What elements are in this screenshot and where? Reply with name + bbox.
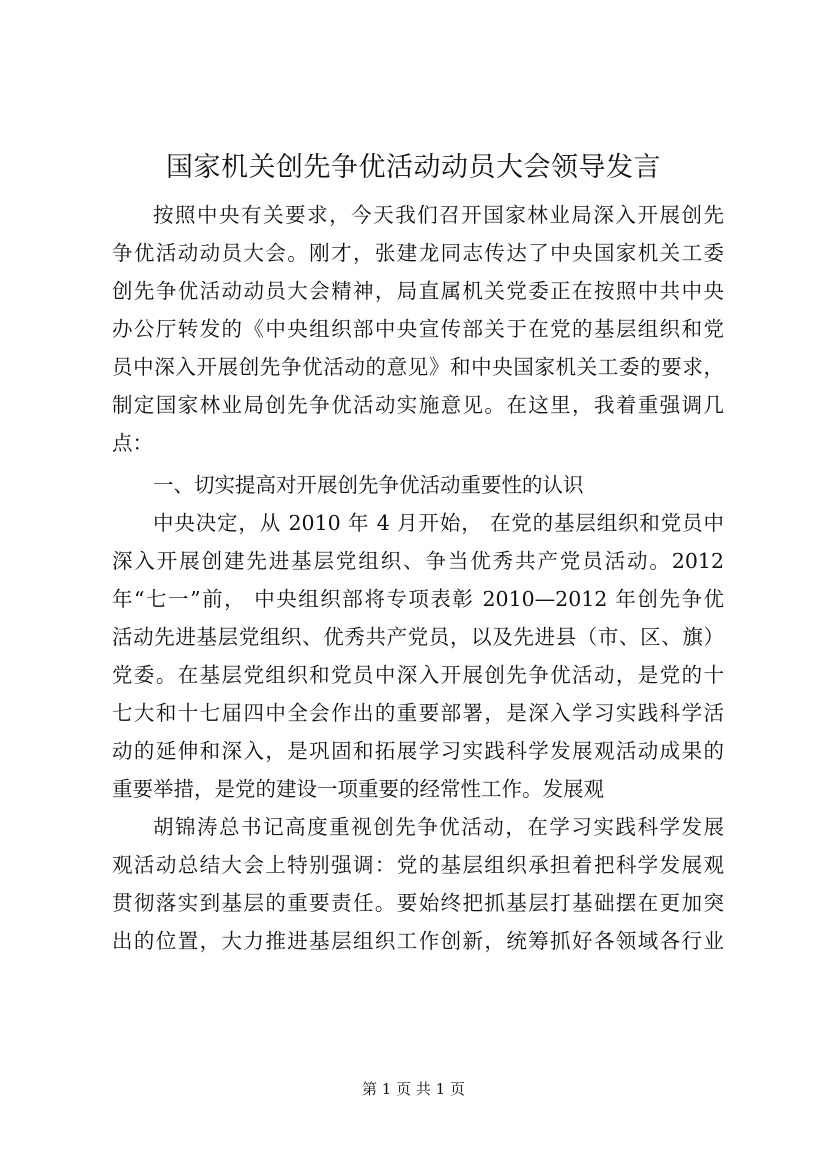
document-title: 国家机关创先争优活动动员大会领导发言 xyxy=(166,152,661,183)
paragraph-2-line-6: 七大和十七届四中全会作出的重要部署，是深入学习实践科学活 xyxy=(112,701,724,725)
paragraph-2-line-7: 动的延伸和深入，是巩固和拓展学习实践科学发展观活动成果的 xyxy=(112,739,724,763)
paragraph-1-line-4: 办公厅转发的《中央组织部中央宣传部关于在党的基层组织和党 xyxy=(112,317,724,341)
paragraph-2-line-5: 党委。在基层党组织和党员中深入开展创先争优活动，是党的十 xyxy=(112,663,724,687)
paragraph-1-line-5: 员中深入开展创先争优活动的意见》和中央国家机关工委的要求， xyxy=(112,355,724,379)
paragraph-2-line-3: 年“七一”前， 中央组织部将专项表彰 2010—2012 年创先争优 xyxy=(112,587,724,611)
page-footer: 第 1 页 共 1 页 xyxy=(362,1080,465,1098)
paragraph-3-line-1: 胡锦涛总书记高度重视创先争优活动，在学习实践科学发展 xyxy=(153,815,724,839)
paragraph-3-line-3: 贯彻落实到基层的重要责任。要始终把抓基层打基础摆在更加突 xyxy=(112,891,724,915)
paragraph-1-line-3: 创先争优活动动员大会精神，局直属机关党委正在按照中共中央 xyxy=(112,279,724,303)
paragraph-1-line-2: 争优活动动员大会。刚才，张建龙同志传达了中央国家机关工委 xyxy=(112,241,724,265)
paragraph-2-line-2: 深入开展创建先进基层党组织、争当优秀共产党员活动。2012 xyxy=(112,549,724,573)
paragraph-1-line-7: 点： xyxy=(112,431,153,455)
paragraph-2-line-1: 中央决定，从 2010 年 4 月开始， 在党的基层组织和党员中 xyxy=(153,511,724,535)
paragraph-1-line-6: 制定国家林业局创先争优活动实施意见。在这里，我着重强调几 xyxy=(112,393,724,417)
paragraph-2-line-8: 重要举措，是党的建设一项重要的经常性工作。发展观 xyxy=(112,777,604,801)
section-heading-1: 一、切实提高对开展创先争优活动重要性的认识 xyxy=(153,473,584,497)
paragraph-3-line-2: 观活动总结大会上特别强调：党的基层组织承担着把科学发展观 xyxy=(112,853,724,877)
paragraph-1-line-1: 按照中央有关要求，今天我们召开国家林业局深入开展创先 xyxy=(153,203,724,227)
paragraph-2-line-4: 活动先进基层党组织、优秀共产党员，以及先进县（市、区、旗） xyxy=(112,625,724,649)
document-body xyxy=(112,196,724,960)
paragraph-3-line-4: 出的位置，大力推进基层组织工作创新，统筹抓好各领域各行业 xyxy=(112,929,724,953)
